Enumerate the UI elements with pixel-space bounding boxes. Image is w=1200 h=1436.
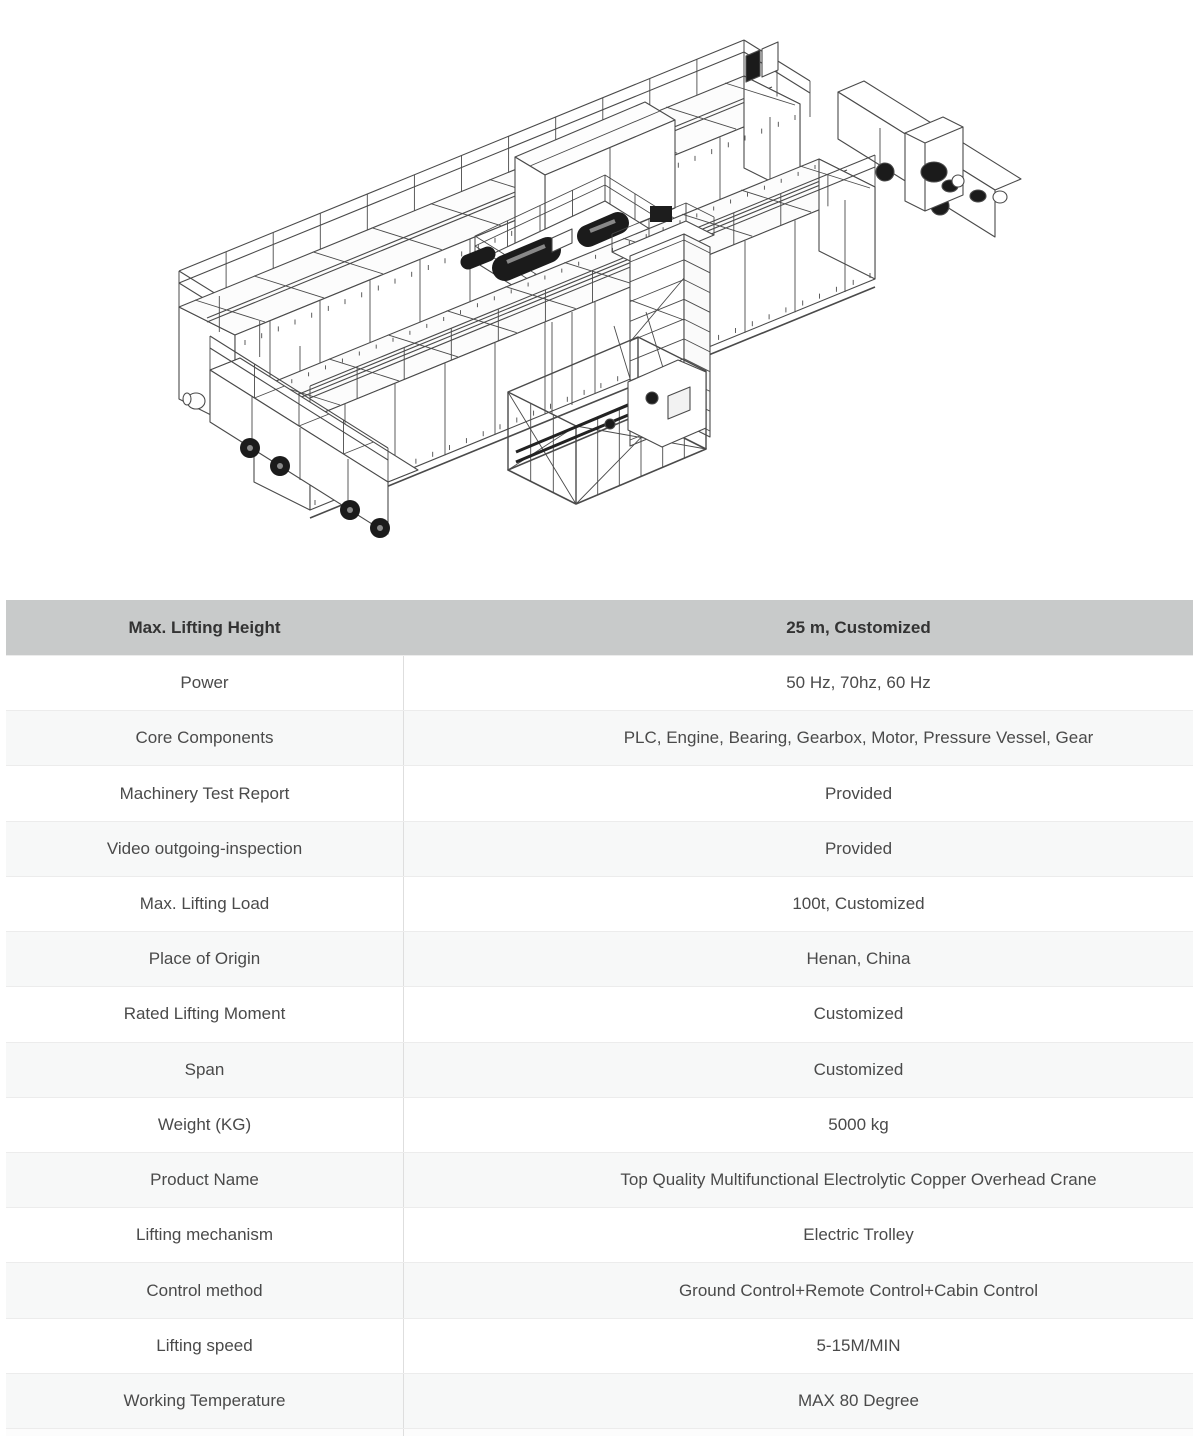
table-row <box>6 1373 1193 1428</box>
table-row <box>6 710 1193 765</box>
spec-value: Henan, China <box>806 949 911 969</box>
spec-value: Ground Control+Remote Control+Cabin Control <box>678 1280 1039 1300</box>
spec-value: Customized <box>813 1059 904 1079</box>
spec-label: Machinery Test Report <box>6 766 404 820</box>
table-row <box>6 1262 1193 1317</box>
table-row <box>6 931 1193 986</box>
spec-value: Provided <box>824 838 893 858</box>
spec-value: 100t, Customized <box>792 893 925 913</box>
table-row <box>6 821 1193 876</box>
table-row <box>6 986 1193 1041</box>
spec-label: Place of Origin <box>6 932 404 986</box>
spec-label: Lifting speed <box>6 1319 404 1373</box>
spec-value: 5-15M/MIN <box>816 1335 901 1355</box>
spec-label: Rated Lifting Moment <box>6 987 404 1041</box>
table-row <box>6 1318 1193 1373</box>
crane-illustration <box>0 0 1200 600</box>
spec-label: Control method <box>6 1263 404 1317</box>
spec-label: Product Name <box>6 1153 404 1207</box>
spec-label: Video outgoing-inspection <box>6 822 404 876</box>
spec-label: Max. Lifting Load <box>6 877 404 931</box>
header-value: 25 m, Customized <box>786 617 931 637</box>
spec-label: Power <box>6 656 404 710</box>
table-row <box>6 655 1193 710</box>
spec-value: 5000 kg <box>828 1114 889 1134</box>
spec-value: MAX 80 Degree <box>798 1390 919 1410</box>
table-row-cutoff <box>6 1428 1193 1436</box>
spec-label: Lifting mechanism <box>6 1208 404 1262</box>
table-row <box>6 1207 1193 1262</box>
spec-label: Span <box>6 1043 404 1097</box>
spec-value: Electric Trolley <box>803 1225 914 1245</box>
spec-label: Working Temperature <box>6 1374 404 1428</box>
spec-value: PLC, Engine, Bearing, Gearbox, Motor, Pressure Vessel, Gear <box>623 728 1094 748</box>
spec-table <box>6 600 1193 1436</box>
table-row <box>6 876 1193 931</box>
spec-value: Customized <box>813 1004 904 1024</box>
table-row <box>6 765 1193 820</box>
spec-value: 50 Hz, 70hz, 60 Hz <box>786 673 931 693</box>
crane-drawing-svg <box>0 0 1200 600</box>
spec-value: Provided <box>824 783 893 803</box>
table-row <box>6 1042 1193 1097</box>
spec-label: Weight (KG) <box>6 1098 404 1152</box>
table-row <box>6 1097 1193 1152</box>
spec-value: Top Quality Multifunctional Electrolytic Copper Overhead Crane <box>620 1170 1097 1190</box>
table-header <box>6 600 1193 655</box>
header-label: Max. Lifting Height <box>128 617 281 637</box>
spec-label: Core Components <box>6 711 404 765</box>
table-row <box>6 1152 1193 1207</box>
table-body <box>6 655 1193 1428</box>
